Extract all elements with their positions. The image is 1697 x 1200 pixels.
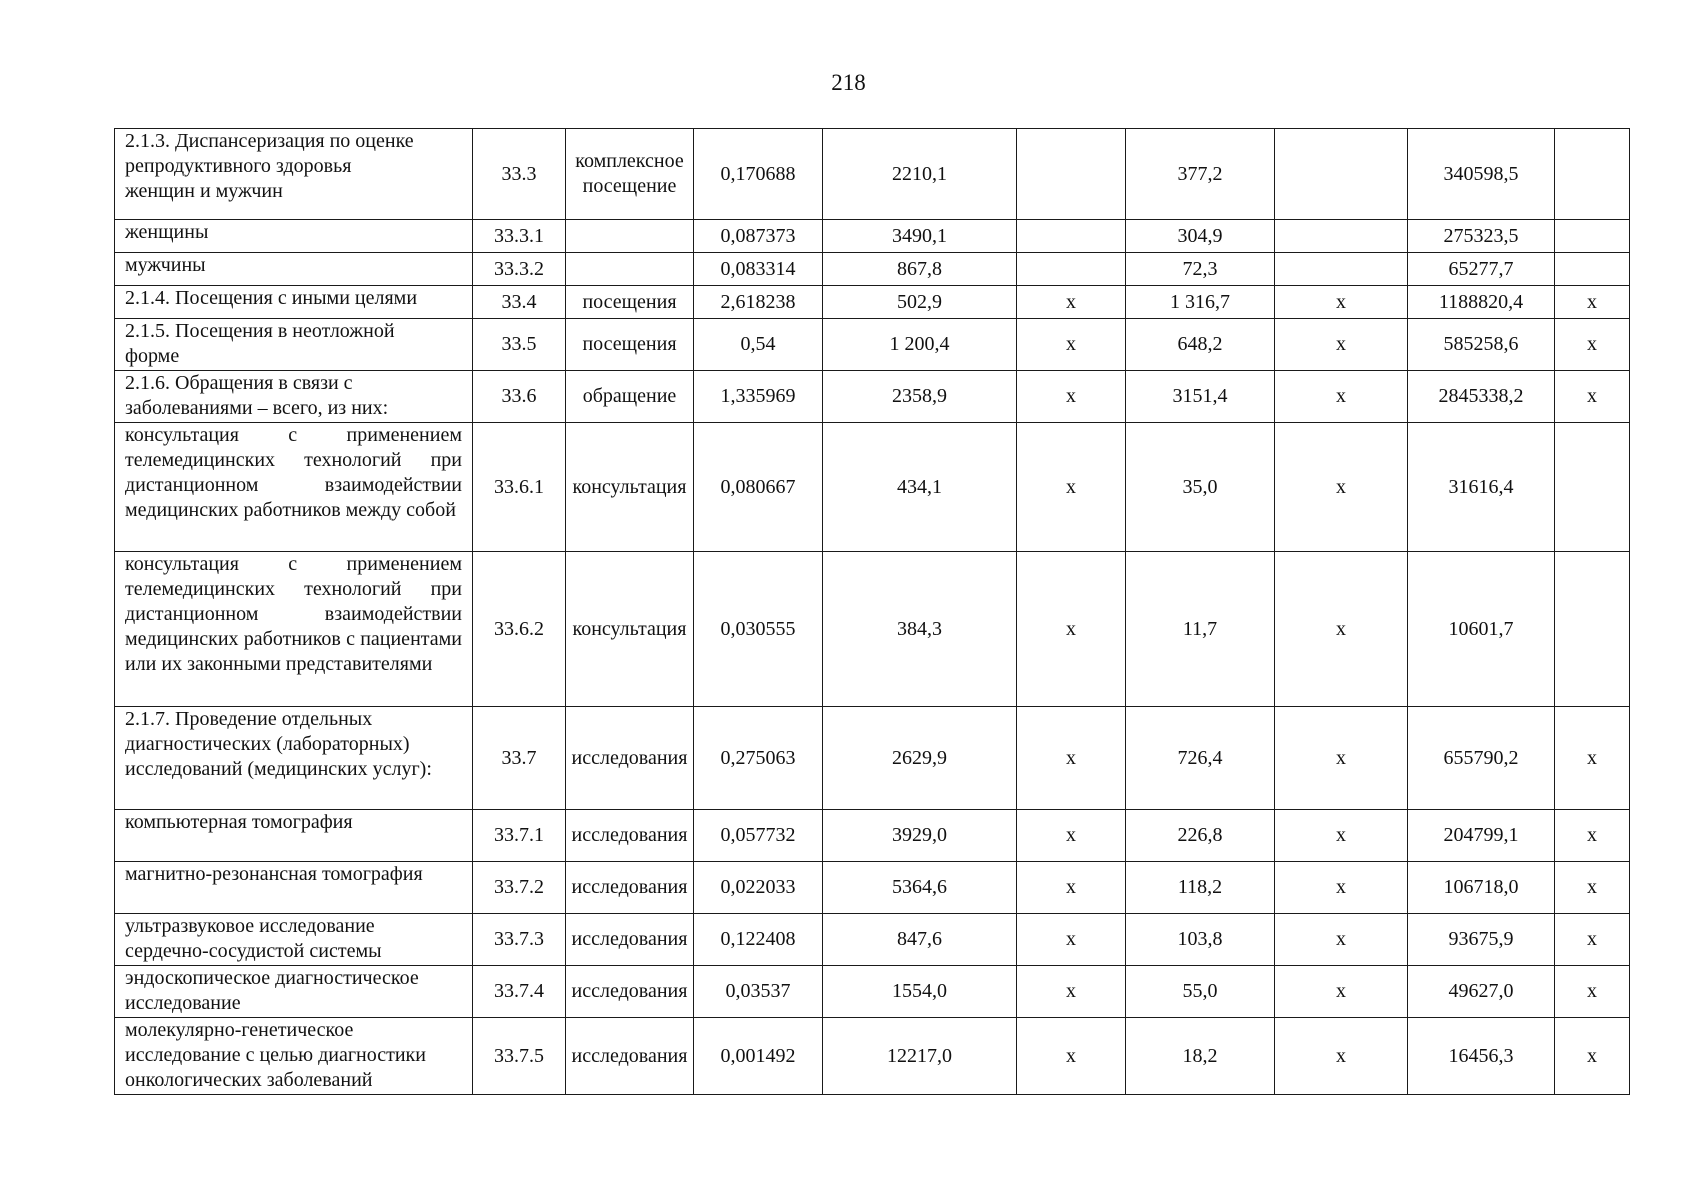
cell-code: 33.7.5 <box>473 1018 566 1095</box>
cell-name: магнитно-резонансная томография <box>115 862 473 914</box>
cell-c10 <box>1555 129 1630 220</box>
table-row <box>115 286 1630 319</box>
cell-norm: 0,030555 <box>694 552 823 707</box>
cell-c10: х <box>1555 966 1630 1018</box>
table-row <box>115 220 1630 253</box>
cell-c9: 31616,4 <box>1408 423 1555 552</box>
cell-c10 <box>1555 220 1630 253</box>
cell-c7: 304,9 <box>1126 220 1275 253</box>
cell-c6 <box>1017 129 1126 220</box>
cell-c6: х <box>1017 810 1126 862</box>
cell-c7: 72,3 <box>1126 253 1275 286</box>
cell-name: консультация с применением телемедицинских технологий при дистанционном взаимодействии медицинских работников между собой <box>115 423 473 552</box>
data-table <box>114 128 1630 1095</box>
cell-name <box>115 914 473 966</box>
cell-code: 33.6.1 <box>473 423 566 552</box>
cell-c9: 93675,9 <box>1408 914 1555 966</box>
cell-name-text: молекулярно-генетическое исследование с целью диагностики онкологических заболеваний <box>125 1019 426 1091</box>
cell-cost: 3929,0 <box>823 810 1017 862</box>
table-row <box>115 707 1630 810</box>
cell-c10: х <box>1555 862 1630 914</box>
table-row <box>115 319 1630 371</box>
table-row <box>115 552 1630 707</box>
cell-c10: х <box>1555 286 1630 319</box>
cell-c8: х <box>1275 286 1408 319</box>
cell-c6: х <box>1017 862 1126 914</box>
cell-cost: 502,9 <box>823 286 1017 319</box>
cell-norm: 2,618238 <box>694 286 823 319</box>
cell-c7: 1 316,7 <box>1126 286 1275 319</box>
cell-name <box>115 371 473 423</box>
cell-c6: х <box>1017 552 1126 707</box>
cell-c10 <box>1555 423 1630 552</box>
cell-c9: 1188820,4 <box>1408 286 1555 319</box>
table-row <box>115 862 1630 914</box>
cell-code: 33.7.3 <box>473 914 566 966</box>
cell-c6: х <box>1017 966 1126 1018</box>
cell-norm: 0,001492 <box>694 1018 823 1095</box>
cell-c8 <box>1275 129 1408 220</box>
cell-c9: 585258,6 <box>1408 319 1555 371</box>
table-row <box>115 914 1630 966</box>
cell-unit: исследования <box>566 862 694 914</box>
cell-unit: обращение <box>566 371 694 423</box>
cell-c10 <box>1555 552 1630 707</box>
cell-c9: 49627,0 <box>1408 966 1555 1018</box>
cell-c8: х <box>1275 1018 1408 1095</box>
cell-name <box>115 319 473 371</box>
cell-cost: 434,1 <box>823 423 1017 552</box>
cell-c9: 340598,5 <box>1408 129 1555 220</box>
cell-c8: х <box>1275 966 1408 1018</box>
table-row <box>115 966 1630 1018</box>
cell-c7: 11,7 <box>1126 552 1275 707</box>
cell-c7: 118,2 <box>1126 862 1275 914</box>
cell-code: 33.4 <box>473 286 566 319</box>
table-row <box>115 423 1630 552</box>
cell-unit: исследования <box>566 914 694 966</box>
cell-norm: 0,170688 <box>694 129 823 220</box>
cell-c8: х <box>1275 862 1408 914</box>
cell-unit: исследования <box>566 810 694 862</box>
cell-name <box>115 707 473 810</box>
cell-c8 <box>1275 220 1408 253</box>
table-row <box>115 253 1630 286</box>
cell-norm: 0,087373 <box>694 220 823 253</box>
cell-c9: 204799,1 <box>1408 810 1555 862</box>
cell-c6: х <box>1017 286 1126 319</box>
cell-name-text: 2.1.6. Обращения в связи с заболеваниями – всего, из них: <box>125 372 389 419</box>
cell-c7: 3151,4 <box>1126 371 1275 423</box>
cell-unit: исследования <box>566 966 694 1018</box>
cell-c6: х <box>1017 914 1126 966</box>
cell-cost: 1 200,4 <box>823 319 1017 371</box>
cell-c9: 16456,3 <box>1408 1018 1555 1095</box>
cell-code: 33.6.2 <box>473 552 566 707</box>
cell-cost: 3490,1 <box>823 220 1017 253</box>
cell-name <box>115 129 473 220</box>
cell-name-text: эндоскопическое диагностическое исследование <box>125 967 419 1014</box>
cell-unit: исследования <box>566 1018 694 1095</box>
cell-unit: исследования <box>566 707 694 810</box>
cell-c6 <box>1017 220 1126 253</box>
cell-norm: 0,54 <box>694 319 823 371</box>
cell-c9: 655790,2 <box>1408 707 1555 810</box>
cell-code: 33.3 <box>473 129 566 220</box>
cell-unit: консультация <box>566 423 694 552</box>
cell-norm: 0,03537 <box>694 966 823 1018</box>
cell-c6: х <box>1017 1018 1126 1095</box>
cell-c10: х <box>1555 707 1630 810</box>
cell-c10: х <box>1555 371 1630 423</box>
cell-c6: х <box>1017 423 1126 552</box>
cell-c7: 648,2 <box>1126 319 1275 371</box>
table-row <box>115 810 1630 862</box>
cell-c9: 65277,7 <box>1408 253 1555 286</box>
cell-code: 33.7.2 <box>473 862 566 914</box>
cell-name <box>115 966 473 1018</box>
table-row <box>115 1018 1630 1095</box>
cell-name-text: ультразвуковое исследование сердечно-сосудистой системы <box>125 915 382 962</box>
cell-norm: 0,080667 <box>694 423 823 552</box>
cell-c7: 55,0 <box>1126 966 1275 1018</box>
cell-cost: 5364,6 <box>823 862 1017 914</box>
cell-c6: х <box>1017 319 1126 371</box>
cell-code: 33.7.1 <box>473 810 566 862</box>
cell-unit <box>566 253 694 286</box>
cell-c10: х <box>1555 319 1630 371</box>
cell-c9: 106718,0 <box>1408 862 1555 914</box>
cell-c6: х <box>1017 371 1126 423</box>
cell-cost: 2210,1 <box>823 129 1017 220</box>
cell-cost: 867,8 <box>823 253 1017 286</box>
cell-code: 33.3.2 <box>473 253 566 286</box>
cell-norm: 0,122408 <box>694 914 823 966</box>
cell-code: 33.5 <box>473 319 566 371</box>
table-row <box>115 129 1630 220</box>
cell-unit <box>566 220 694 253</box>
cell-c6 <box>1017 253 1126 286</box>
cell-c10: х <box>1555 914 1630 966</box>
cell-c8: х <box>1275 810 1408 862</box>
cell-c9: 275323,5 <box>1408 220 1555 253</box>
cell-name: 2.1.4. Посещения с иными целями <box>115 286 473 319</box>
table-row <box>115 371 1630 423</box>
cell-c8: х <box>1275 319 1408 371</box>
cell-norm: 1,335969 <box>694 371 823 423</box>
cell-code: 33.7.4 <box>473 966 566 1018</box>
cell-c6: х <box>1017 707 1126 810</box>
cell-c9: 10601,7 <box>1408 552 1555 707</box>
cell-c10: х <box>1555 810 1630 862</box>
cell-name: консультация с применением телемедицинских технологий при дистанционном взаимодействии медицинских работников с пациентами или их законными представителями <box>115 552 473 707</box>
cell-name: мужчины <box>115 253 473 286</box>
cell-unit: консультация <box>566 552 694 707</box>
cell-c8: х <box>1275 707 1408 810</box>
cell-cost: 1554,0 <box>823 966 1017 1018</box>
cell-c8: х <box>1275 552 1408 707</box>
cell-name: женщины <box>115 220 473 253</box>
cell-norm: 0,083314 <box>694 253 823 286</box>
cell-cost: 384,3 <box>823 552 1017 707</box>
cell-code: 33.3.1 <box>473 220 566 253</box>
cell-cost: 847,6 <box>823 914 1017 966</box>
cell-name-text: 2.1.5. Посещения в неотложной форме <box>125 320 395 367</box>
cell-c8 <box>1275 253 1408 286</box>
cell-c7: 226,8 <box>1126 810 1275 862</box>
cell-c8: х <box>1275 423 1408 552</box>
cell-unit: комплексное посещение <box>566 129 694 220</box>
cell-c8: х <box>1275 914 1408 966</box>
cell-name-text: 2.1.7. Проведение отдельных диагностических (лабораторных) исследований (медицинских услуг): <box>125 708 432 780</box>
cell-c7: 35,0 <box>1126 423 1275 552</box>
cell-norm: 0,022033 <box>694 862 823 914</box>
cell-c10 <box>1555 253 1630 286</box>
cell-unit: посещения <box>566 319 694 371</box>
cell-unit: посещения <box>566 286 694 319</box>
cell-c10: х <box>1555 1018 1630 1095</box>
page-number: 218 <box>831 70 866 95</box>
cell-c7: 726,4 <box>1126 707 1275 810</box>
cell-norm: 0,275063 <box>694 707 823 810</box>
cell-c7: 103,8 <box>1126 914 1275 966</box>
cell-c8: х <box>1275 371 1408 423</box>
cell-norm: 0,057732 <box>694 810 823 862</box>
cell-c7: 18,2 <box>1126 1018 1275 1095</box>
cell-cost: 2358,9 <box>823 371 1017 423</box>
cell-cost: 12217,0 <box>823 1018 1017 1095</box>
cell-c9: 2845338,2 <box>1408 371 1555 423</box>
cell-c7: 377,2 <box>1126 129 1275 220</box>
cell-code: 33.7 <box>473 707 566 810</box>
cell-name: компьютерная томография <box>115 810 473 862</box>
cell-code: 33.6 <box>473 371 566 423</box>
cell-cost: 2629,9 <box>823 707 1017 810</box>
cell-name-text: 2.1.3. Диспансеризация по оценке репродуктивного здоровья женщин и мужчин <box>125 130 414 202</box>
cell-name <box>115 1018 473 1095</box>
